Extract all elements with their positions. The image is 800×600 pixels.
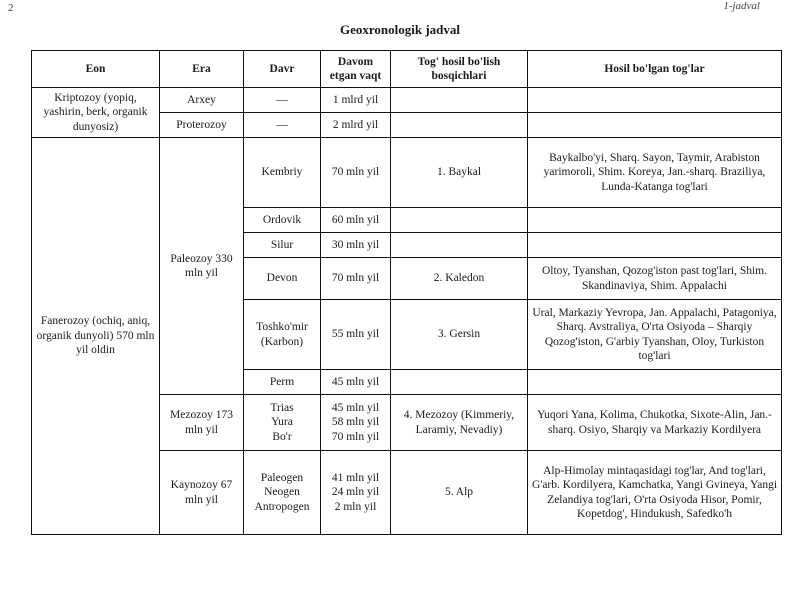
bosqich-cell: [391, 370, 528, 395]
bosqich-cell: [391, 233, 528, 258]
bosqich-cell: 2. Kaledon: [391, 258, 528, 300]
vaqt-line: 24 mln yil: [331, 486, 380, 499]
vaqt-line: 58 mln yil: [331, 416, 380, 429]
vaqt-cell: [321, 395, 391, 451]
header-davr: Davr: [244, 51, 321, 88]
eon-cell: Kriptozoy (yopiq, yashirin, berk, organik dunyosiz): [32, 88, 160, 138]
era-cell: Mezozoy 173 mln yil: [160, 395, 244, 451]
era-cell: Paleozoy 330 mln yil: [160, 138, 244, 395]
davr-line: Trias: [270, 401, 294, 414]
table-row: [32, 88, 782, 113]
bosqich-cell: 4. Mezozoy (Kimmeriy, Laramiy, Nevadiy): [391, 395, 528, 451]
toglar-cell: Yuqori Yana, Kolima, Chukotka, Sixote-Alin, Jan.-sharq. Osiyo, Sharqiy va Markaziy Kordilyera: [528, 395, 782, 451]
davr-line: Antropogen: [254, 500, 310, 513]
vaqt-cell: 55 mln yil: [321, 300, 391, 370]
davr-cell: Silur: [244, 233, 321, 258]
vaqt-line: 2 mln yil: [334, 500, 377, 513]
davr-cell: [244, 451, 321, 535]
davr-cell: Perm: [244, 370, 321, 395]
bosqich-cell: 3. Gersin: [391, 300, 528, 370]
vaqt-cell: 30 mln yil: [321, 233, 391, 258]
toglar-cell: Alp-Himolay mintaqasidagi tog'lar, And tog'lari, G'arb. Kordilyera, Kamchatka, Yangi Gvineya, Yangi Zelandiya tog'lari, O'rta Osiyoda Hisor, Pomir, Kopetdog', Hindukush, Safedko'h: [528, 451, 782, 535]
davr-line: Paleogen: [260, 471, 304, 484]
davr-cell: Kembriy: [244, 138, 321, 208]
eon-cell: Fanerozoy (ochiq, aniq, organik dunyoli) 570 mln yil oldin: [32, 138, 160, 535]
era-cell: Proterozoy: [160, 113, 244, 138]
bosqich-cell: [391, 88, 528, 113]
toglar-cell: [528, 233, 782, 258]
toglar-cell: [528, 208, 782, 233]
vaqt-cell: 60 mln yil: [321, 208, 391, 233]
header-bosqich: Tog' hosil bo'lish bosqichlari: [391, 51, 528, 88]
vaqt-cell: 45 mln yil: [321, 370, 391, 395]
davr-cell: —: [244, 88, 321, 113]
toglar-cell: [528, 88, 782, 113]
vaqt-line: 41 mln yil: [331, 471, 380, 484]
davr-cell: —: [244, 113, 321, 138]
davr-cell: [244, 395, 321, 451]
table-caption-fragment: 1-jadval: [723, 0, 760, 12]
vaqt-cell: 70 mln yil: [321, 138, 391, 208]
header-row: [32, 51, 782, 88]
header-eon: Eon: [32, 51, 160, 88]
table-row: [32, 138, 782, 208]
davr-cell: Ordovik: [244, 208, 321, 233]
bosqich-cell: [391, 113, 528, 138]
page-number-fragment: 2: [8, 2, 14, 14]
toglar-cell: Oltoy, Tyanshan, Qozog'iston past tog'lari, Shim. Skandinaviya, Shim. Appalachi: [528, 258, 782, 300]
header-toglar: Hosil bo'lgan tog'lar: [528, 51, 782, 88]
vaqt-line: 45 mln yil: [331, 401, 380, 414]
era-cell: Arxey: [160, 88, 244, 113]
page-title: Geoxronologik jadval: [339, 22, 461, 37]
davr-cell: Toshko'mir (Karbon): [244, 300, 321, 370]
bosqich-cell: 1. Baykal: [391, 138, 528, 208]
header-davom: Davom etgan vaqt: [321, 51, 391, 88]
davr-cell: Devon: [244, 258, 321, 300]
vaqt-cell: 1 mlrd yil: [321, 88, 391, 113]
vaqt-cell: 2 mlrd yil: [321, 113, 391, 138]
bosqich-cell: 5. Alp: [391, 451, 528, 535]
davr-line: Yura: [271, 416, 293, 429]
era-cell: Kaynozoy 67 mln yil: [160, 451, 244, 535]
toglar-cell: Baykalbo'yi, Sharq. Sayon, Taymir, Arabiston yarimoroli, Shim. Koreya, Jan.-sharq. Braziliya, Lunda-Katanga tog'lari: [528, 138, 782, 208]
davr-line: Bo'r: [272, 430, 292, 443]
vaqt-cell: 70 mln yil: [321, 258, 391, 300]
toglar-cell: Ural, Markaziy Yevropa, Jan. Appalachi, Patagoniya, Sharq. Avstraliya, O'rta Osiyoda – Sharqiy Qozog'iston, G'arbiy Tyanshan, Oloy, Turkiston tog'lari: [528, 300, 782, 370]
toglar-cell: [528, 113, 782, 138]
davr-line: Neogen: [264, 486, 300, 499]
toglar-cell: [528, 370, 782, 395]
vaqt-line: 70 mln yil: [331, 430, 380, 443]
bosqich-cell: [391, 208, 528, 233]
vaqt-cell: [321, 451, 391, 535]
geochronological-table: [31, 50, 782, 535]
header-era: Era: [160, 51, 244, 88]
